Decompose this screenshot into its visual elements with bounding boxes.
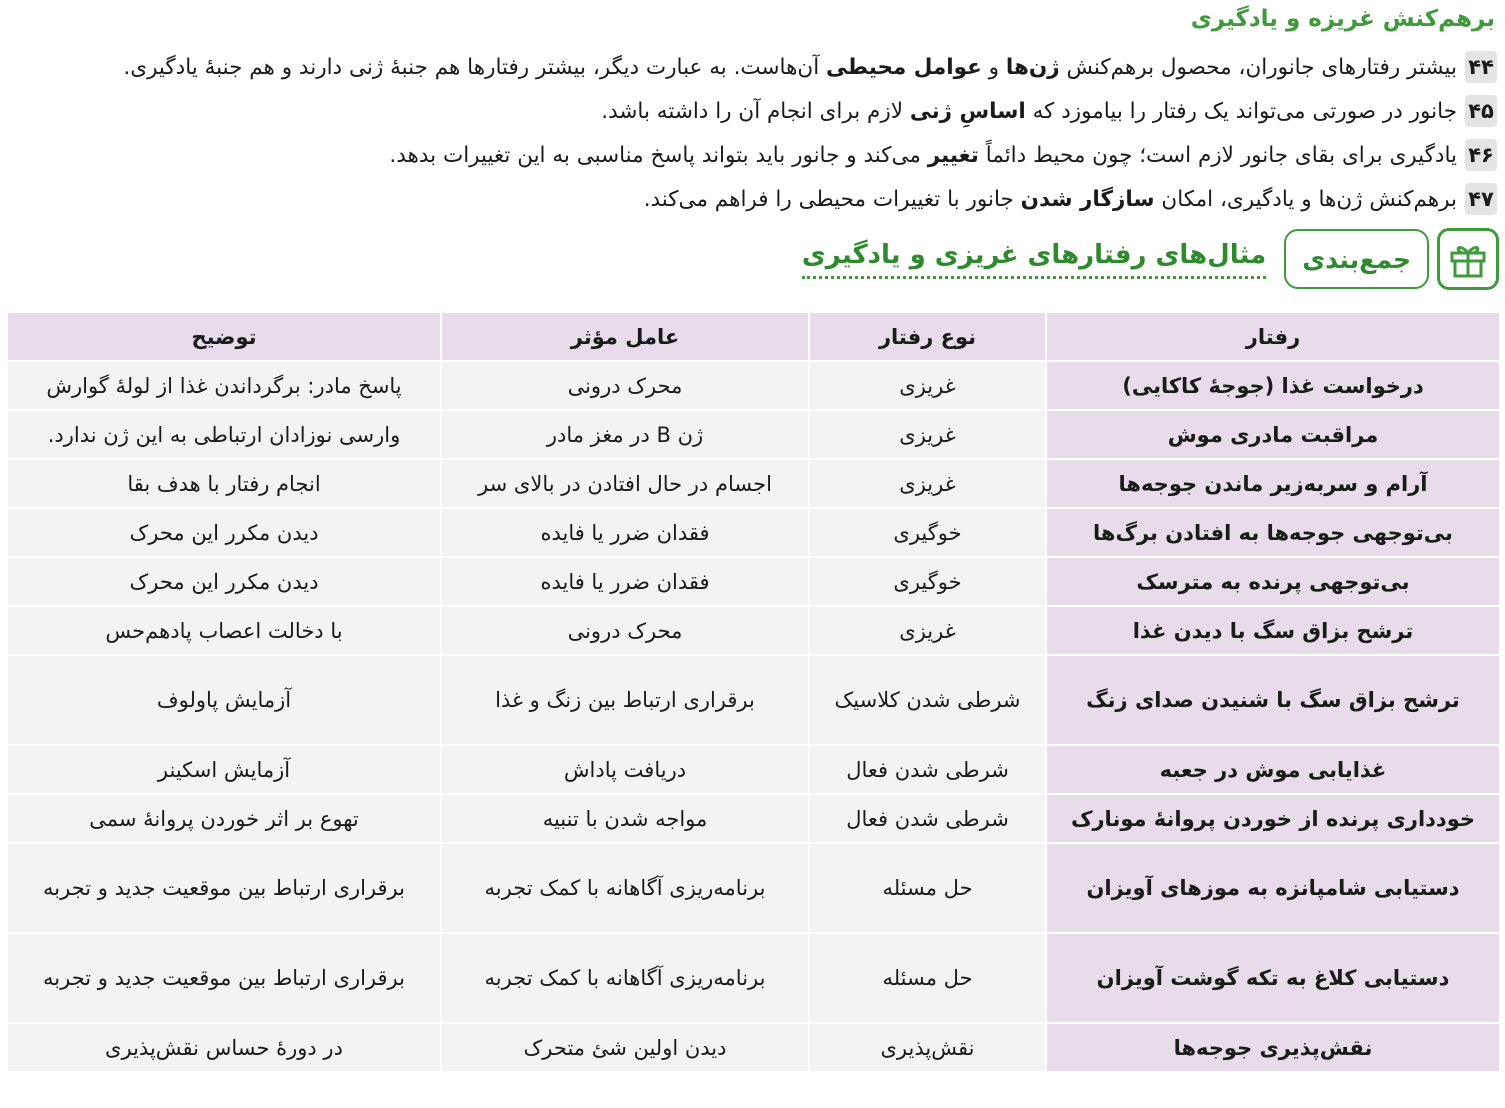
point-item — [0, 133, 1497, 177]
point-item — [0, 45, 1497, 89]
point-number: ۴۴ — [1465, 51, 1497, 83]
cell-factor: برقراری ارتباط بین زنگ و غذا — [441, 655, 809, 745]
cell-description: برقراری ارتباط بین موقعیت جدید و تجربه — [7, 933, 441, 1023]
header-behavior: رفتار — [1046, 312, 1500, 361]
cell-behavior: غذایابی موش در جعبه — [1046, 745, 1500, 794]
cell-type: خوگیری — [809, 557, 1046, 606]
cell-behavior: دستیابی شامپانزه به موزهای آویزان — [1046, 843, 1500, 933]
points-list — [0, 45, 1497, 221]
cell-factor: محرک درونی — [441, 606, 809, 655]
cell-behavior: درخواست غذا (جوجۀ کاکایی) — [1046, 361, 1500, 410]
behaviors-table — [6, 311, 1501, 1073]
cell-description: در دورۀ حساس نقش‌پذیری — [7, 1023, 441, 1072]
cell-behavior: ترشح بزاق سگ با دیدن غذا — [1046, 606, 1500, 655]
cell-behavior: دستیابی کلاغ به تکه گوشت آویزان — [1046, 933, 1500, 1023]
cell-factor: دیدن اولین شئ متحرک — [441, 1023, 809, 1072]
cell-behavior: بی‌توجهی جوجه‌ها به افتادن برگ‌ها — [1046, 508, 1500, 557]
cell-factor: برنامه‌ریزی آگاهانه با کمک تجربه — [441, 843, 809, 933]
cell-factor: برنامه‌ریزی آگاهانه با کمک تجربه — [441, 933, 809, 1023]
cell-factor: دریافت پاداش — [441, 745, 809, 794]
table-row — [7, 410, 1500, 459]
cell-type: حل مسئله — [809, 843, 1046, 933]
summary-label: جمع‌بندی — [1284, 229, 1429, 289]
cell-type: حل مسئله — [809, 933, 1046, 1023]
point-item — [0, 177, 1497, 221]
table-row — [7, 361, 1500, 410]
point-number: ۴۶ — [1465, 139, 1497, 171]
point-item — [0, 89, 1497, 133]
point-number: ۴۵ — [1465, 95, 1497, 127]
cell-behavior: نقش‌پذیری جوجه‌ها — [1046, 1023, 1500, 1072]
table-row — [7, 606, 1500, 655]
cell-type: غریزی — [809, 361, 1046, 410]
cell-description: انجام رفتار با هدف بقا — [7, 459, 441, 508]
table-row — [7, 557, 1500, 606]
table-row — [7, 459, 1500, 508]
cell-behavior: خودداری پرنده از خوردن پروانۀ مونارک — [1046, 794, 1500, 843]
header-type: نوع رفتار — [809, 312, 1046, 361]
point-text: برهم‌کنش ژن‌ها و یادگیری، امکان سازگار شدن جانور با تغییرات محیطی را فراهم می‌کند. — [643, 186, 1457, 212]
table-row — [7, 655, 1500, 745]
point-number: ۴۷ — [1465, 183, 1497, 215]
cell-type: غریزی — [809, 410, 1046, 459]
cell-factor: محرک درونی — [441, 361, 809, 410]
table-row — [7, 794, 1500, 843]
cell-type: خوگیری — [809, 508, 1046, 557]
point-text: یادگیری برای بقای جانور لازم است؛ چون محیط دائماً تغییر می‌کند و جانور باید بتواند پاسخ مناسبی به این تغییرات بدهد. — [389, 142, 1457, 168]
cell-behavior: بی‌توجهی پرنده به مترسک — [1046, 557, 1500, 606]
header-description: توضیح — [7, 312, 441, 361]
summary-header — [802, 226, 1499, 292]
table-row — [7, 843, 1500, 933]
gift-icon — [1437, 228, 1499, 290]
cell-description: پاسخ مادر: برگرداندن غذا از لولۀ گوارش — [7, 361, 441, 410]
summary-title: مثال‌های رفتارهای غریزی و یادگیری — [802, 240, 1266, 279]
cell-factor: اجسام در حال افتادن در بالای سر — [441, 459, 809, 508]
table-row — [7, 1023, 1500, 1072]
cell-description: وارسی نوزادان ارتباطی به این ژن ندارد. — [7, 410, 441, 459]
cell-behavior: آرام و سربه‌زیر ماندن جوجه‌ها — [1046, 459, 1500, 508]
cell-factor: فقدان ضرر یا فایده — [441, 508, 809, 557]
point-text: بیشتر رفتارهای جانوران، محصول برهم‌کنش ژن‌ها و عوامل محیطی آن‌هاست. به عبارت دیگر، بیشتر رفتارها هم جنبۀ ژنی دارند و هم جنبۀ یادگیری. — [123, 54, 1457, 80]
cell-type: شرطی شدن فعال — [809, 794, 1046, 843]
cell-description: دیدن مکرر این محرک — [7, 557, 441, 606]
cell-type: شرطی شدن کلاسیک — [809, 655, 1046, 745]
cell-description: دیدن مکرر این محرک — [7, 508, 441, 557]
cell-description: آزمایش پاولوف — [7, 655, 441, 745]
header-factor: عامل مؤثر — [441, 312, 809, 361]
table-row — [7, 933, 1500, 1023]
cell-factor: ژن B در مغز مادر — [441, 410, 809, 459]
cell-factor: مواجه شدن با تنبیه — [441, 794, 809, 843]
table-row — [7, 508, 1500, 557]
table-row — [7, 745, 1500, 794]
cell-behavior: مراقبت مادری موش — [1046, 410, 1500, 459]
cell-description: با دخالت اعصاب پادهم‌حس — [7, 606, 441, 655]
cell-type: غریزی — [809, 459, 1046, 508]
cell-description: آزمایش اسکینر — [7, 745, 441, 794]
cell-description: تهوع بر اثر خوردن پروانۀ سمی — [7, 794, 441, 843]
point-text: جانور در صورتی می‌تواند یک رفتار را بیاموزد که اساسِ ژنی لازم برای انجام آن را داشته باشد. — [601, 98, 1457, 124]
cell-factor: فقدان ضرر یا فایده — [441, 557, 809, 606]
cell-behavior: ترشح بزاق سگ با شنیدن صدای زنگ — [1046, 655, 1500, 745]
cell-description: برقراری ارتباط بین موقعیت جدید و تجربه — [7, 843, 441, 933]
table-header-row — [7, 312, 1500, 361]
cell-type: نقش‌پذیری — [809, 1023, 1046, 1072]
section-title: برهم‌کنش غریزه و یادگیری — [1190, 6, 1495, 32]
cell-type: غریزی — [809, 606, 1046, 655]
cell-type: شرطی شدن فعال — [809, 745, 1046, 794]
